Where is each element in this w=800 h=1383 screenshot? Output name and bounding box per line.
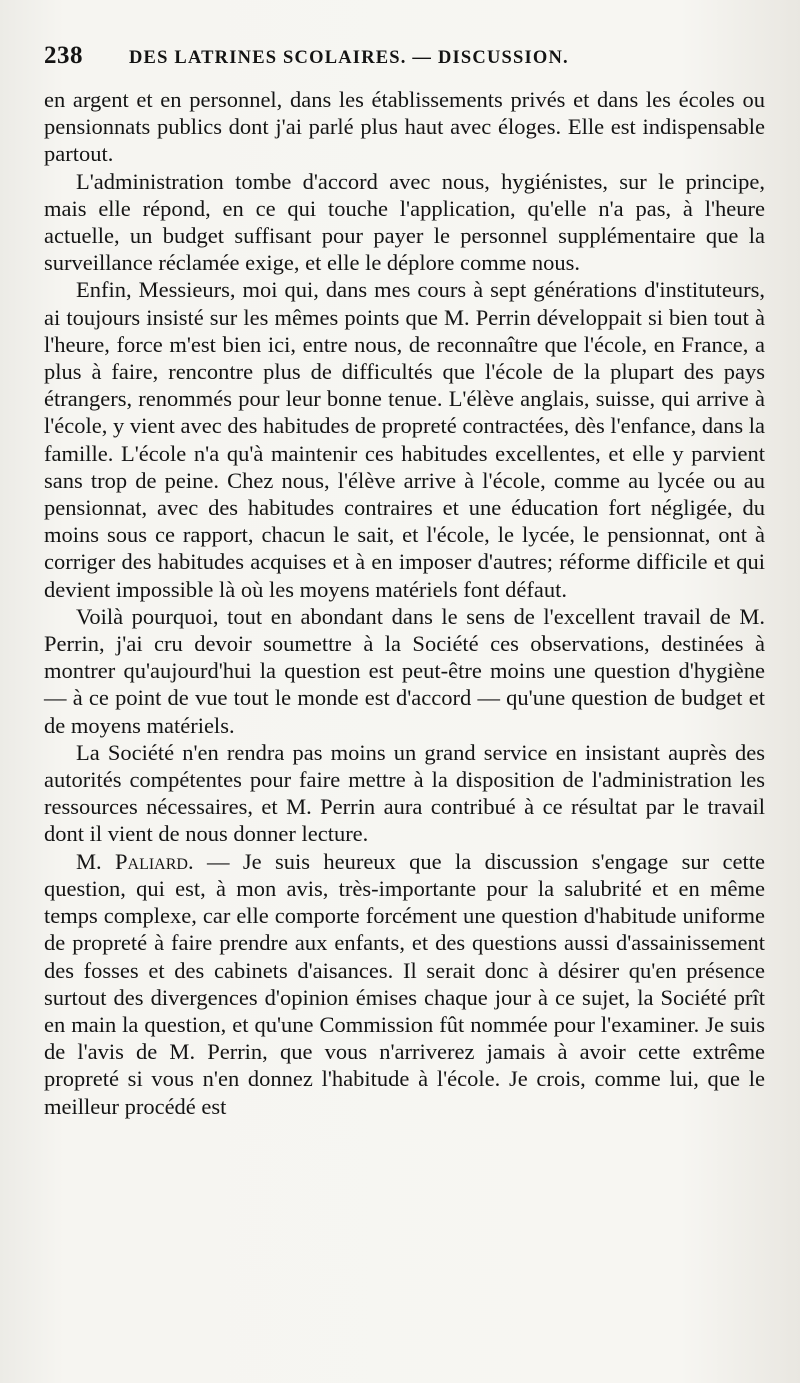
page-number: 238: [44, 42, 83, 69]
paragraph-speaker: [44, 848, 765, 1120]
speaker-text: — Je suis heureux que la discussion s'engage sur cette question, qui est, à mon avis, très-importante pour la salubrité et en même temps complexe, car elle comporte forcément une question d'habitude uniforme de propreté à faire prendre aux enfants, et des questions aussi d'assainissement des fosses et des cabinets d'aisances. Il serait donc à désirer qu'en présence surtout des divergences d'opinion émises chaque jour à ce sujet, la Société prît en main la question, et qu'une Commission fût nommée pour l'examiner. Je suis de l'avis de M. Perrin, que vous n'arriverez jamais à avoir cette extrême propreté si vous n'en donnez l'habitude à l'école. Je crois, comme lui, que le meilleur procédé est: [44, 848, 765, 1119]
page-header: [44, 42, 654, 70]
paragraph: en argent et en personnel, dans les établissements privés et dans les écoles ou pensionnats publics dont j'ai parlé plus haut avec éloges. Elle est indispensable partout.: [44, 87, 765, 167]
paragraph: La Société n'en rendra pas moins un grand service en insistant auprès des autorités compétentes pour faire mettre à la disposition de l'administration les ressources nécessaires, et M. Perrin aura contribué à ce résultat par le travail dont il vient de nous donner lecture.: [44, 739, 765, 847]
body-text: [44, 86, 765, 1120]
paragraph: L'administration tombe d'accord avec nous, hygiénistes, sur le principe, mais elle répond, en ce qui touche l'application, qu'elle n'a pas, à l'heure actuelle, un budget suffisant pour payer le personnel supplémentaire que la surveillance réclamée exige, et elle le déplore comme nous.: [44, 168, 765, 276]
paragraph: Enfin, Messieurs, moi qui, dans mes cours à sept générations d'instituteurs, ai toujours insisté sur les mêmes points que M. Perrin développait si bien tout à l'heure, force m'est bien ici, entre nous, de reconnaître que l'école, en France, a plus à faire, rencontre plus de difficultés que l'école de la plupart des pays étrangers, renommés pour leur bonne tenue. L'élève anglais, suisse, qui arrive à l'école, y vient avec des habitudes de propreté contractées, dès l'enfance, dans la famille. L'école n'a qu'à maintenir ces habitudes excellentes, et elle y parvient sans trop de peine. Chez nous, l'élève arrive à l'école, comme au lycée ou au pensionnat, avec des habitudes contraires et une éducation fort négligée, du moins sous ce rapport, chacun le sait, et l'école, le lycée, le pensionnat, ont à corriger des habitudes acquises et à en imposer d'autres; réforme difficile et qui devient impossible là où les moyens matériels font défaut.: [44, 277, 765, 602]
speaker-name: M. Paliard.: [76, 848, 194, 874]
paragraph: Voilà pourquoi, tout en abondant dans le sens de l'excellent travail de M. Perrin, j'ai cru devoir soumettre à la Société ces observations, destinées à montrer qu'aujourd'hui la question est peut-être moins une question d'hygiène — à ce point de vue tout le monde est d'accord — qu'une question de budget et de moyens matériels.: [44, 603, 765, 738]
running-head: DES LATRINES SCOLAIRES. — DISCUSSION.: [129, 48, 569, 68]
